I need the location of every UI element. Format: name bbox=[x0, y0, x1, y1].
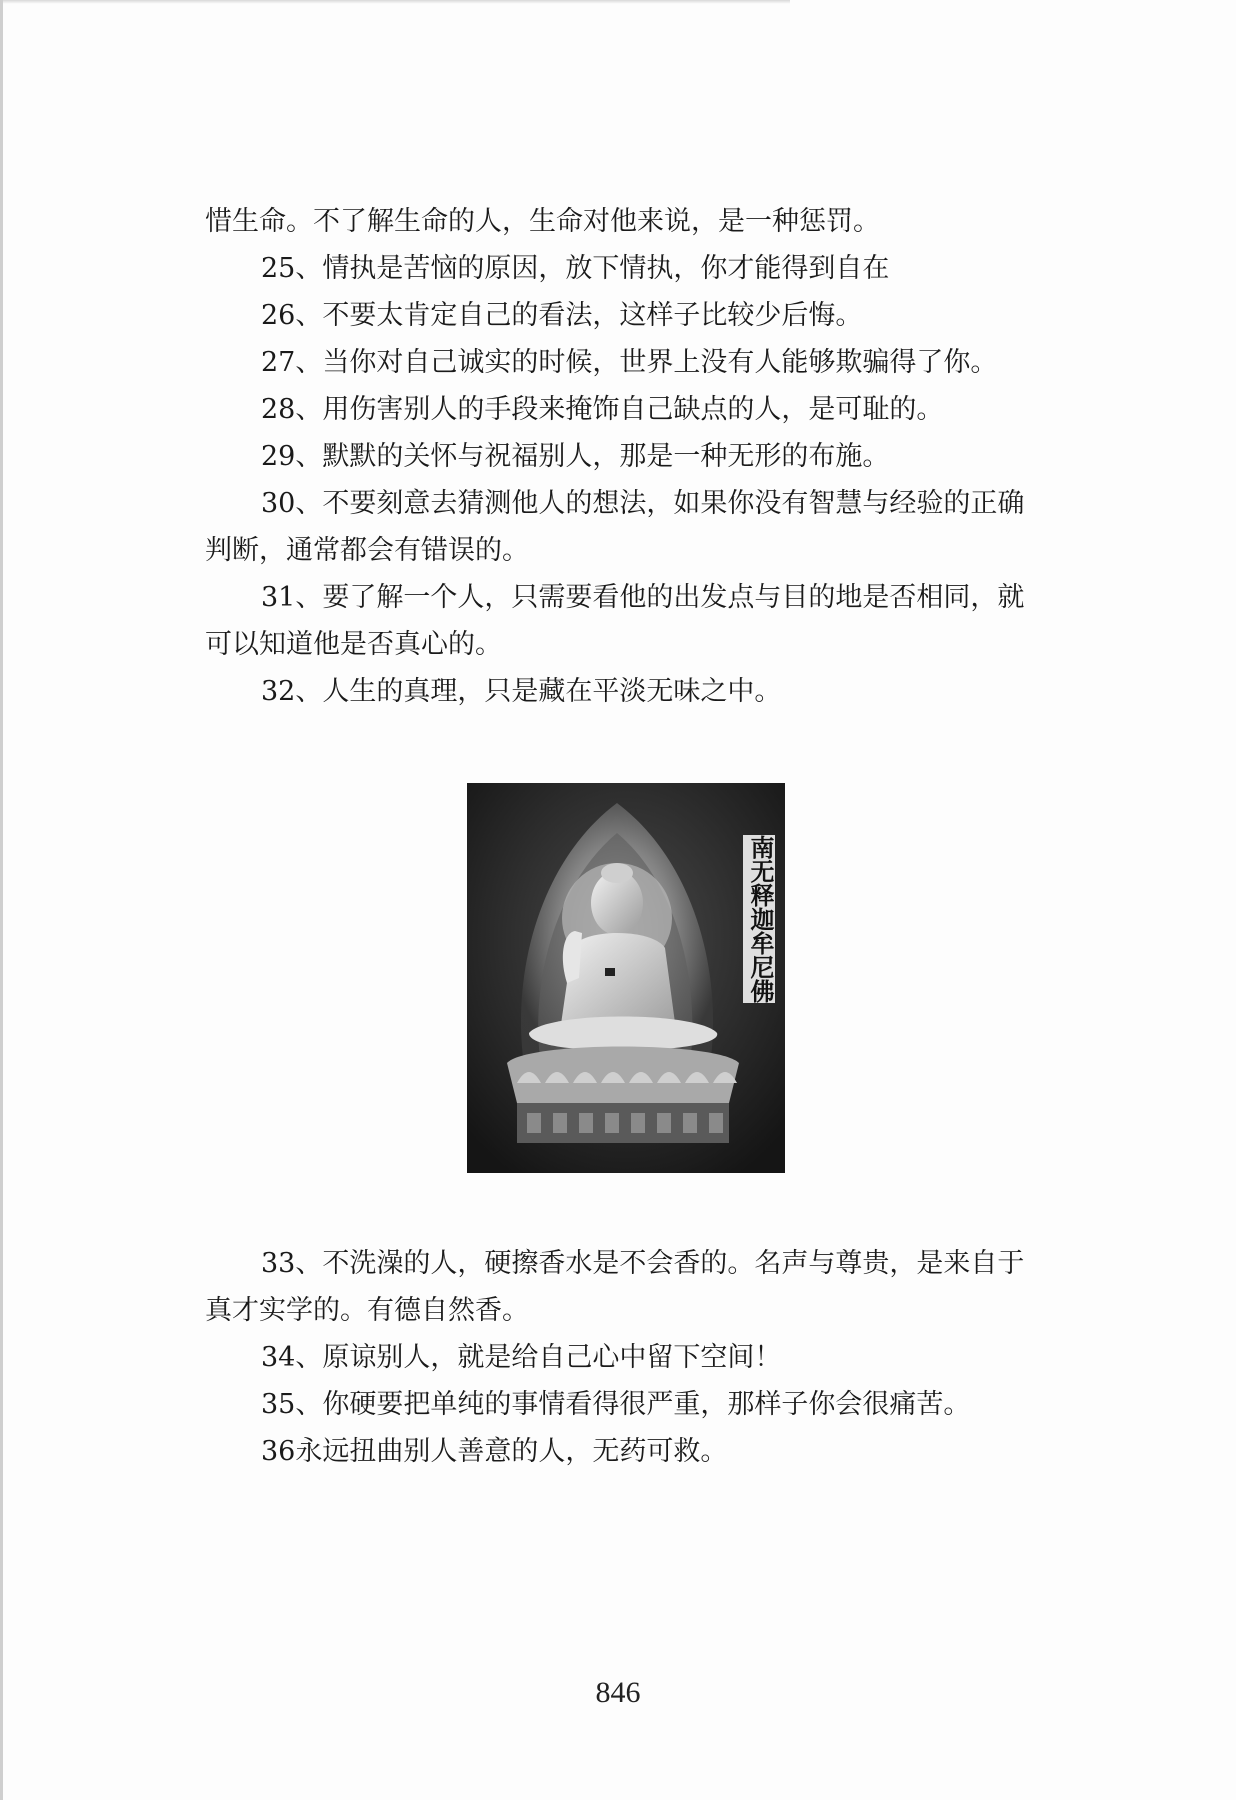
paragraph-line: 26、不要太肯定自己的看法，这样子比较少后悔。 bbox=[261, 300, 863, 331]
scan-top-edge bbox=[0, 0, 790, 4]
paragraph-line: 真才实学的。有德自然香。 bbox=[205, 1295, 529, 1326]
vertical-caption-text: 南无释迦牟尼佛 bbox=[746, 835, 774, 1003]
paragraph-line: 25、情执是苦恼的原因，放下情执，你才能得到自在 bbox=[261, 253, 890, 284]
paragraph-line: 31、要了解一个人，只需要看他的出发点与目的地是否相同，就 bbox=[261, 582, 1025, 613]
text-block-bottom bbox=[205, 1240, 1055, 1475]
paragraph-line: 36永远扭曲别人善意的人，无药可救。 bbox=[261, 1436, 728, 1467]
buddha-statue-illustration bbox=[467, 783, 785, 1173]
paragraph-line: 32、人生的真理，只是藏在平淡无味之中。 bbox=[261, 676, 782, 707]
paragraph-line: 判断，通常都会有错误的。 bbox=[205, 535, 529, 566]
paragraph-line: 27、当你对自己诚实的时候，世界上没有人能够欺骗得了你。 bbox=[261, 347, 998, 378]
vertical-caption bbox=[743, 835, 775, 1003]
paragraph-line: 可以知道他是否真心的。 bbox=[205, 629, 502, 660]
paragraph-line: 35、你硬要把单纯的事情看得很严重，那样子你会很痛苦。 bbox=[261, 1389, 971, 1420]
page-number: 846 bbox=[595, 1676, 641, 1709]
text-block-top bbox=[205, 198, 1055, 715]
paragraph-line: 30、不要刻意去猜测他人的想法，如果你没有智慧与经验的正确 bbox=[261, 488, 1025, 519]
scan-left-edge bbox=[0, 0, 3, 1800]
paragraph-line: 29、默默的关怀与祝福别人，那是一种无形的布施。 bbox=[261, 441, 890, 472]
paragraph-line: 33、不洗澡的人，硬擦香水是不会香的。名声与尊贵，是来自于 bbox=[261, 1248, 1025, 1279]
buddha-statue-image bbox=[467, 783, 785, 1173]
paragraph-line: 34、原谅别人，就是给自己心中留下空间！ bbox=[261, 1342, 782, 1373]
paragraph-line: 28、用伤害别人的手段来掩饰自己缺点的人，是可耻的。 bbox=[261, 394, 944, 425]
paragraph-line: 惜生命。不了解生命的人，生命对他来说，是一种惩罚。 bbox=[205, 206, 880, 237]
